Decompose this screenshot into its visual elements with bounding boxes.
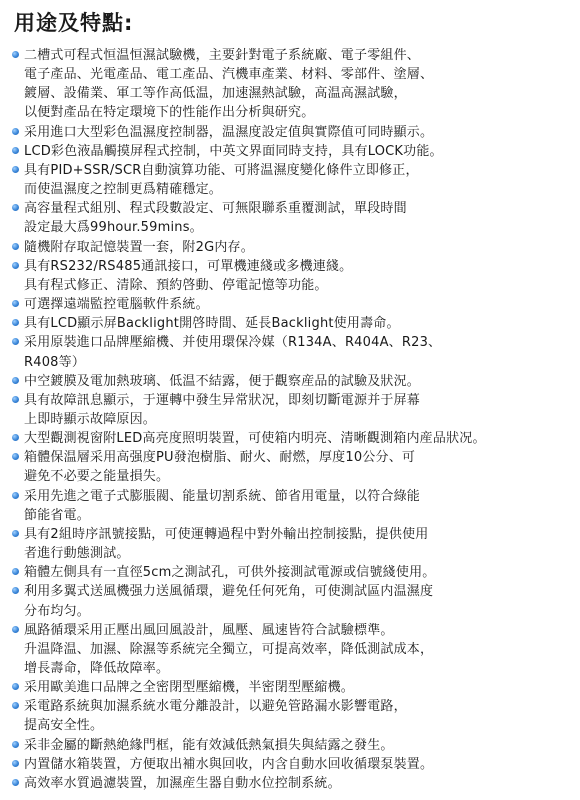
bullet-icon [12, 319, 19, 326]
feature-item [12, 697, 570, 735]
bullet-icon [12, 128, 19, 135]
feature-text-line: 增長壽命，降低故障率。 [24, 661, 170, 676]
feature-text-line: 采用先進之電子式膨脹閥、能量切割系統、節省用電量，以符合綠能 [24, 488, 421, 504]
bullet-icon [12, 262, 19, 269]
feature-text-line: 高效率水質過濾裝置，加濕産生器自動水位控制系統。 [24, 775, 341, 791]
feature-text-line: 采用原裝進口品牌壓縮機、并使用環保冷媒（R134A、R404A、R23、 [24, 335, 442, 351]
feature-text-line: 而使温濕度之控制更爲精確穩定。 [24, 182, 223, 198]
bullet-icon [12, 147, 19, 154]
feature-item [12, 525, 570, 563]
bullet-icon [12, 396, 19, 403]
feature-text-line: 利用多翼式送風機强力送風循環，避免任何死角，可使測試區内温濕度 [24, 584, 434, 600]
feature-text-line: 采非金屬的斷熱絶緣門框，能有效減低熱氣損失與結露之發生。 [24, 737, 394, 753]
feature-text-line: 以便對產品在特定環境下的性能作出分析與研究。 [24, 105, 315, 121]
feature-item [12, 448, 570, 486]
bullet-icon [12, 568, 19, 575]
feature-text-line: R408等） [24, 354, 86, 370]
bullet-icon [12, 683, 19, 690]
bullet-icon [12, 453, 19, 460]
feature-text-line: 采電路系統與加濕系統水電分離設計，以避免管路漏水影響電路， [24, 699, 407, 715]
feature-text-line: 大型觀測視窗附LED高亮度照明裝置，可使箱内明亮、清晰觀測箱内産品狀况。 [24, 431, 486, 447]
feature-text-line: 節能省電。 [24, 507, 91, 523]
feature-item [12, 372, 570, 391]
feature-text-line: 具有故障訊息顯示，于運轉中發生异常狀况，即刻切斷電源并于屏幕 [24, 392, 421, 408]
feature-text-line: 具有2組時序訊號接點，可使運轉過程中對外輸出控制接點，提供使用 [24, 526, 429, 542]
bullet-icon [12, 626, 19, 633]
feature-item [12, 46, 570, 123]
feature-text-line: 分布均匀。 [24, 603, 91, 619]
feature-text-line: 風路循環采用正壓出風回風設計，風壓、風速皆符合試驗標準。 [24, 622, 394, 638]
feature-text-line: 電子產品、光電產品、電工產品、汽機車產業、材料、零部件、塗層、 [24, 67, 434, 83]
feature-text-line: 高容量程式組別、程式段數設定、可無限聯系重覆測試，單段時間 [24, 201, 407, 217]
feature-text-line: 鍍層、設備業、軍工等作高低温，加速濕熱試驗，高温高濕試驗， [24, 86, 407, 102]
bullet-icon [12, 492, 19, 499]
feature-text-line: LCD彩色液晶觸摸屏程式控制，中英文界面同時支持，具有LOCK功能。 [24, 143, 443, 159]
feature-item [12, 257, 570, 295]
feature-item [12, 295, 570, 314]
bullet-icon [12, 702, 19, 709]
feature-item [12, 487, 570, 525]
bullet-icon [12, 587, 19, 594]
bullet-icon [12, 741, 19, 748]
feature-text-line: 隨機附存取記憶裝置一套，附2G内存。 [24, 239, 254, 255]
feature-item [12, 429, 570, 448]
feature-item [12, 161, 570, 199]
feature-item [12, 774, 570, 793]
bullet-icon [12, 300, 19, 307]
page-title: 用途及特點: [14, 11, 134, 35]
feature-text-line: 上即時顯示故障原因。 [24, 411, 157, 427]
feature-text-line: 内置儲水箱裝置，方便取出補水與回收，内含自動水回收循環泵裝置。 [24, 756, 434, 772]
feature-list [12, 46, 570, 793]
bullet-icon [12, 377, 19, 384]
feature-item [12, 736, 570, 755]
bullet-icon [12, 51, 19, 58]
feature-text-line: 設定最大爲99hour.59mins。 [24, 220, 203, 236]
feature-text-line: 提高安全性。 [24, 718, 104, 734]
feature-item [12, 123, 570, 142]
feature-item [12, 563, 570, 582]
feature-item [12, 678, 570, 697]
feature-text-line: 具有RS232/RS485通訊接口，可單機連綫或多機連綫。 [24, 258, 353, 274]
feature-text-line: 具有PID+SSR/SCR自動演算功能、可將温濕度變化條件立即修正， [24, 162, 419, 178]
feature-item [12, 142, 570, 161]
bullet-icon [12, 204, 19, 211]
feature-item [12, 314, 570, 333]
feature-item [12, 391, 570, 429]
bullet-icon [12, 434, 19, 441]
feature-item [12, 755, 570, 774]
feature-item [12, 199, 570, 237]
feature-text-line: 中空鍍膜及電加熱玻璃、低温不結露，便于觀察産品的試驗及狀況。 [24, 373, 421, 389]
feature-text-line: 避免不必要之能量損失。 [24, 469, 170, 485]
feature-text-line: 具有程式修正、清除、預約啓動、停電記憶等功能。 [24, 277, 328, 293]
feature-text-line: 箱體左側具有一直徑5cm之測試孔，可供外接測試電源或信號綫使用。 [24, 565, 436, 581]
feature-text-line: 二槽式可程式恒温恒濕試驗機，主要針對電子系統廠、電子零組件、 [24, 48, 421, 63]
feature-item [12, 238, 570, 257]
bullet-icon [12, 760, 19, 767]
feature-text-line: 具有LCD顯示屏Backlight開啓時間、延長Backlight使用壽命。 [24, 316, 400, 332]
bullet-icon [12, 243, 19, 250]
feature-item [12, 582, 570, 620]
feature-text-line: 可選擇遠端監控電腦軟件系統。 [24, 297, 209, 313]
feature-text-line: 采用進口大型彩色温濕度控制器，温濕度設定值與實際值可同時顯示。 [24, 124, 434, 140]
feature-text-line: 采用歐美進口品牌之全密閉型壓縮機，半密閉型壓縮機。 [24, 680, 355, 696]
feature-text-line: 者進行動態測試。 [24, 546, 130, 562]
feature-text-line: 箱體保温層采用高强度PU發泡樹脂、耐火、耐燃，厚度10公分、可 [24, 450, 416, 466]
feature-text-line: 升温降温、加濕、除濕等系統完全獨立，可提高效率，降低測試成本， [24, 641, 434, 657]
bullet-icon [12, 338, 19, 345]
bullet-icon [12, 166, 19, 173]
bullet-icon [12, 530, 19, 537]
feature-item [12, 333, 570, 371]
bullet-icon [12, 779, 19, 786]
feature-item [12, 621, 570, 678]
